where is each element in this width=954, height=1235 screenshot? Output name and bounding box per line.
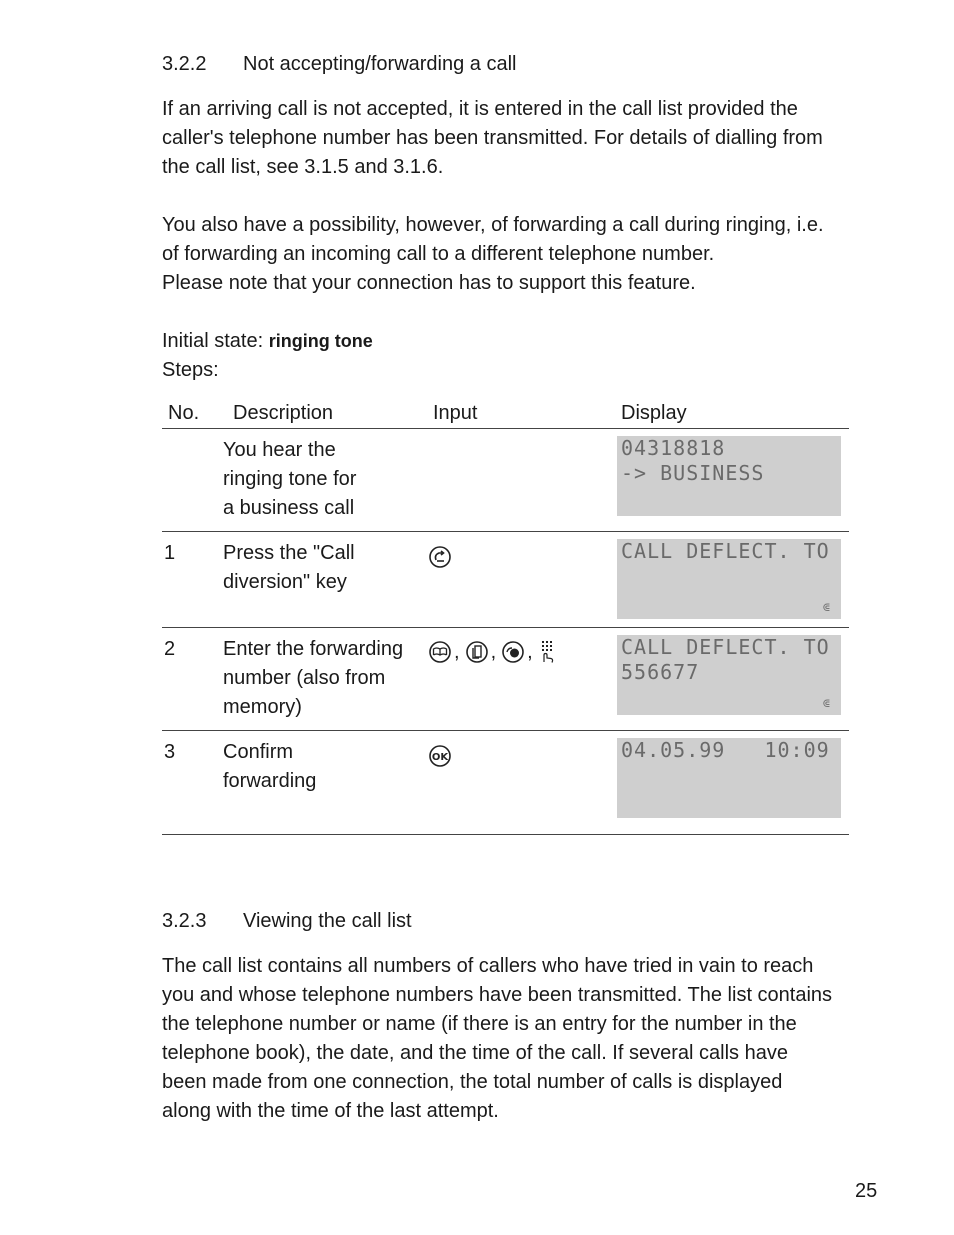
separator: ,: [527, 640, 533, 663]
section-number: 3.2.2: [162, 53, 207, 75]
lcd-display: [617, 436, 841, 516]
intro-paragraph: [162, 95, 862, 182]
row-divider: [162, 531, 849, 532]
text-line: the call list, see 3.1.5 and 3.1.6.: [162, 156, 444, 178]
lcd-line-1: CALL DEFLECT. TO: [621, 635, 830, 659]
text-line: forwarding: [223, 770, 317, 792]
lcd-line-2: -> BUSINESS: [621, 461, 765, 485]
lcd-line-2: 556677: [621, 660, 700, 684]
header-input: Input: [433, 402, 478, 424]
lcd-display: [617, 539, 841, 619]
header-description: Description: [233, 402, 334, 424]
initial-state-value: ringing tone: [268, 331, 373, 351]
initial-state: [162, 327, 373, 356]
memory-icon: [465, 640, 489, 664]
keypad-icon: [538, 640, 556, 664]
text-line: a business call: [223, 497, 355, 519]
section-number: 3.2.3: [162, 910, 207, 932]
forward-indicator-icon: ⋐: [822, 696, 831, 710]
section-heading-3-2-3: [162, 910, 862, 938]
row-divider: [162, 627, 849, 628]
row-description: [223, 539, 423, 597]
header-display: Display: [621, 402, 687, 424]
lcd-display: [617, 635, 841, 715]
text-line: Press the "Call: [223, 542, 355, 564]
text-line: diversion" key: [223, 571, 347, 593]
row-number: 2: [164, 638, 176, 660]
forward-indicator-icon: ⋐: [822, 600, 831, 614]
forwarding-paragraph: [162, 211, 862, 298]
lcd-display: [617, 738, 841, 818]
text-line: You also have a possibility, however, of forwarding a call during ringing, i.e.: [162, 214, 824, 236]
call-diversion-icon: [428, 545, 452, 569]
row-description: [223, 635, 423, 722]
section-title: Viewing the call list: [243, 910, 412, 932]
call-list-paragraph: [162, 952, 862, 1126]
text-line: The call list contains all numbers of callers who have tried in vain to reach: [162, 955, 814, 977]
row-input: [428, 744, 452, 768]
row-number: 1: [164, 542, 176, 564]
table-bottom-rule: [162, 834, 849, 835]
separator: ,: [454, 640, 460, 663]
row-input: [428, 545, 452, 569]
page-number: 25: [855, 1180, 878, 1202]
text-line: the telephone number or name (if there is an entry for the number in the: [162, 1013, 797, 1035]
text-line: been made from one connection, the total number of calls is displayed: [162, 1071, 783, 1093]
text-line: memory): [223, 696, 302, 718]
text-line: If an arriving call is not accepted, it is entered in the call list provided the: [162, 98, 798, 120]
row-number: 3: [164, 741, 176, 763]
row-divider: [162, 730, 849, 731]
text-line: Please note that your connection has to support this feature.: [162, 272, 696, 294]
initial-state-label: Initial state:: [162, 330, 264, 352]
text-line: along with the time of the last attempt.: [162, 1100, 499, 1122]
text-line: caller's telephone number has been transmitted. For details of dialling from: [162, 127, 823, 149]
row-description: [223, 738, 423, 796]
text-line: Enter the forwarding: [223, 638, 404, 660]
header-no: No.: [168, 402, 200, 424]
text-line: you and whose telephone numbers have been transmitted. The list contains: [162, 984, 833, 1006]
steps-label: Steps:: [162, 359, 219, 381]
ok-icon: [428, 744, 452, 768]
text-line: You hear the: [223, 439, 336, 461]
section-title: Not accepting/forwarding a call: [243, 53, 517, 75]
lcd-line-1: 04318818: [621, 436, 726, 460]
separator: ,: [490, 640, 497, 663]
table-header-rule: [162, 428, 849, 429]
lcd-line-1: CALL DEFLECT. TO: [621, 539, 830, 563]
text-line: ringing tone for: [223, 468, 357, 490]
phonebook-icon: [428, 640, 452, 664]
section-heading-3-2-2: [162, 53, 862, 81]
text-line: of forwarding an incoming call to a different telephone number.: [162, 243, 715, 265]
row-input: [428, 640, 556, 664]
lcd-line-1: 04.05.99 10:09: [621, 738, 830, 762]
text-line: Confirm: [223, 741, 294, 763]
dial-key-icon: [501, 640, 525, 664]
text-line: number (also from: [223, 667, 386, 689]
text-line: telephone book), the date, and the time of the call. If several calls have: [162, 1042, 788, 1064]
ok-icon-label: OK: [431, 752, 449, 763]
row-description: [223, 436, 423, 523]
